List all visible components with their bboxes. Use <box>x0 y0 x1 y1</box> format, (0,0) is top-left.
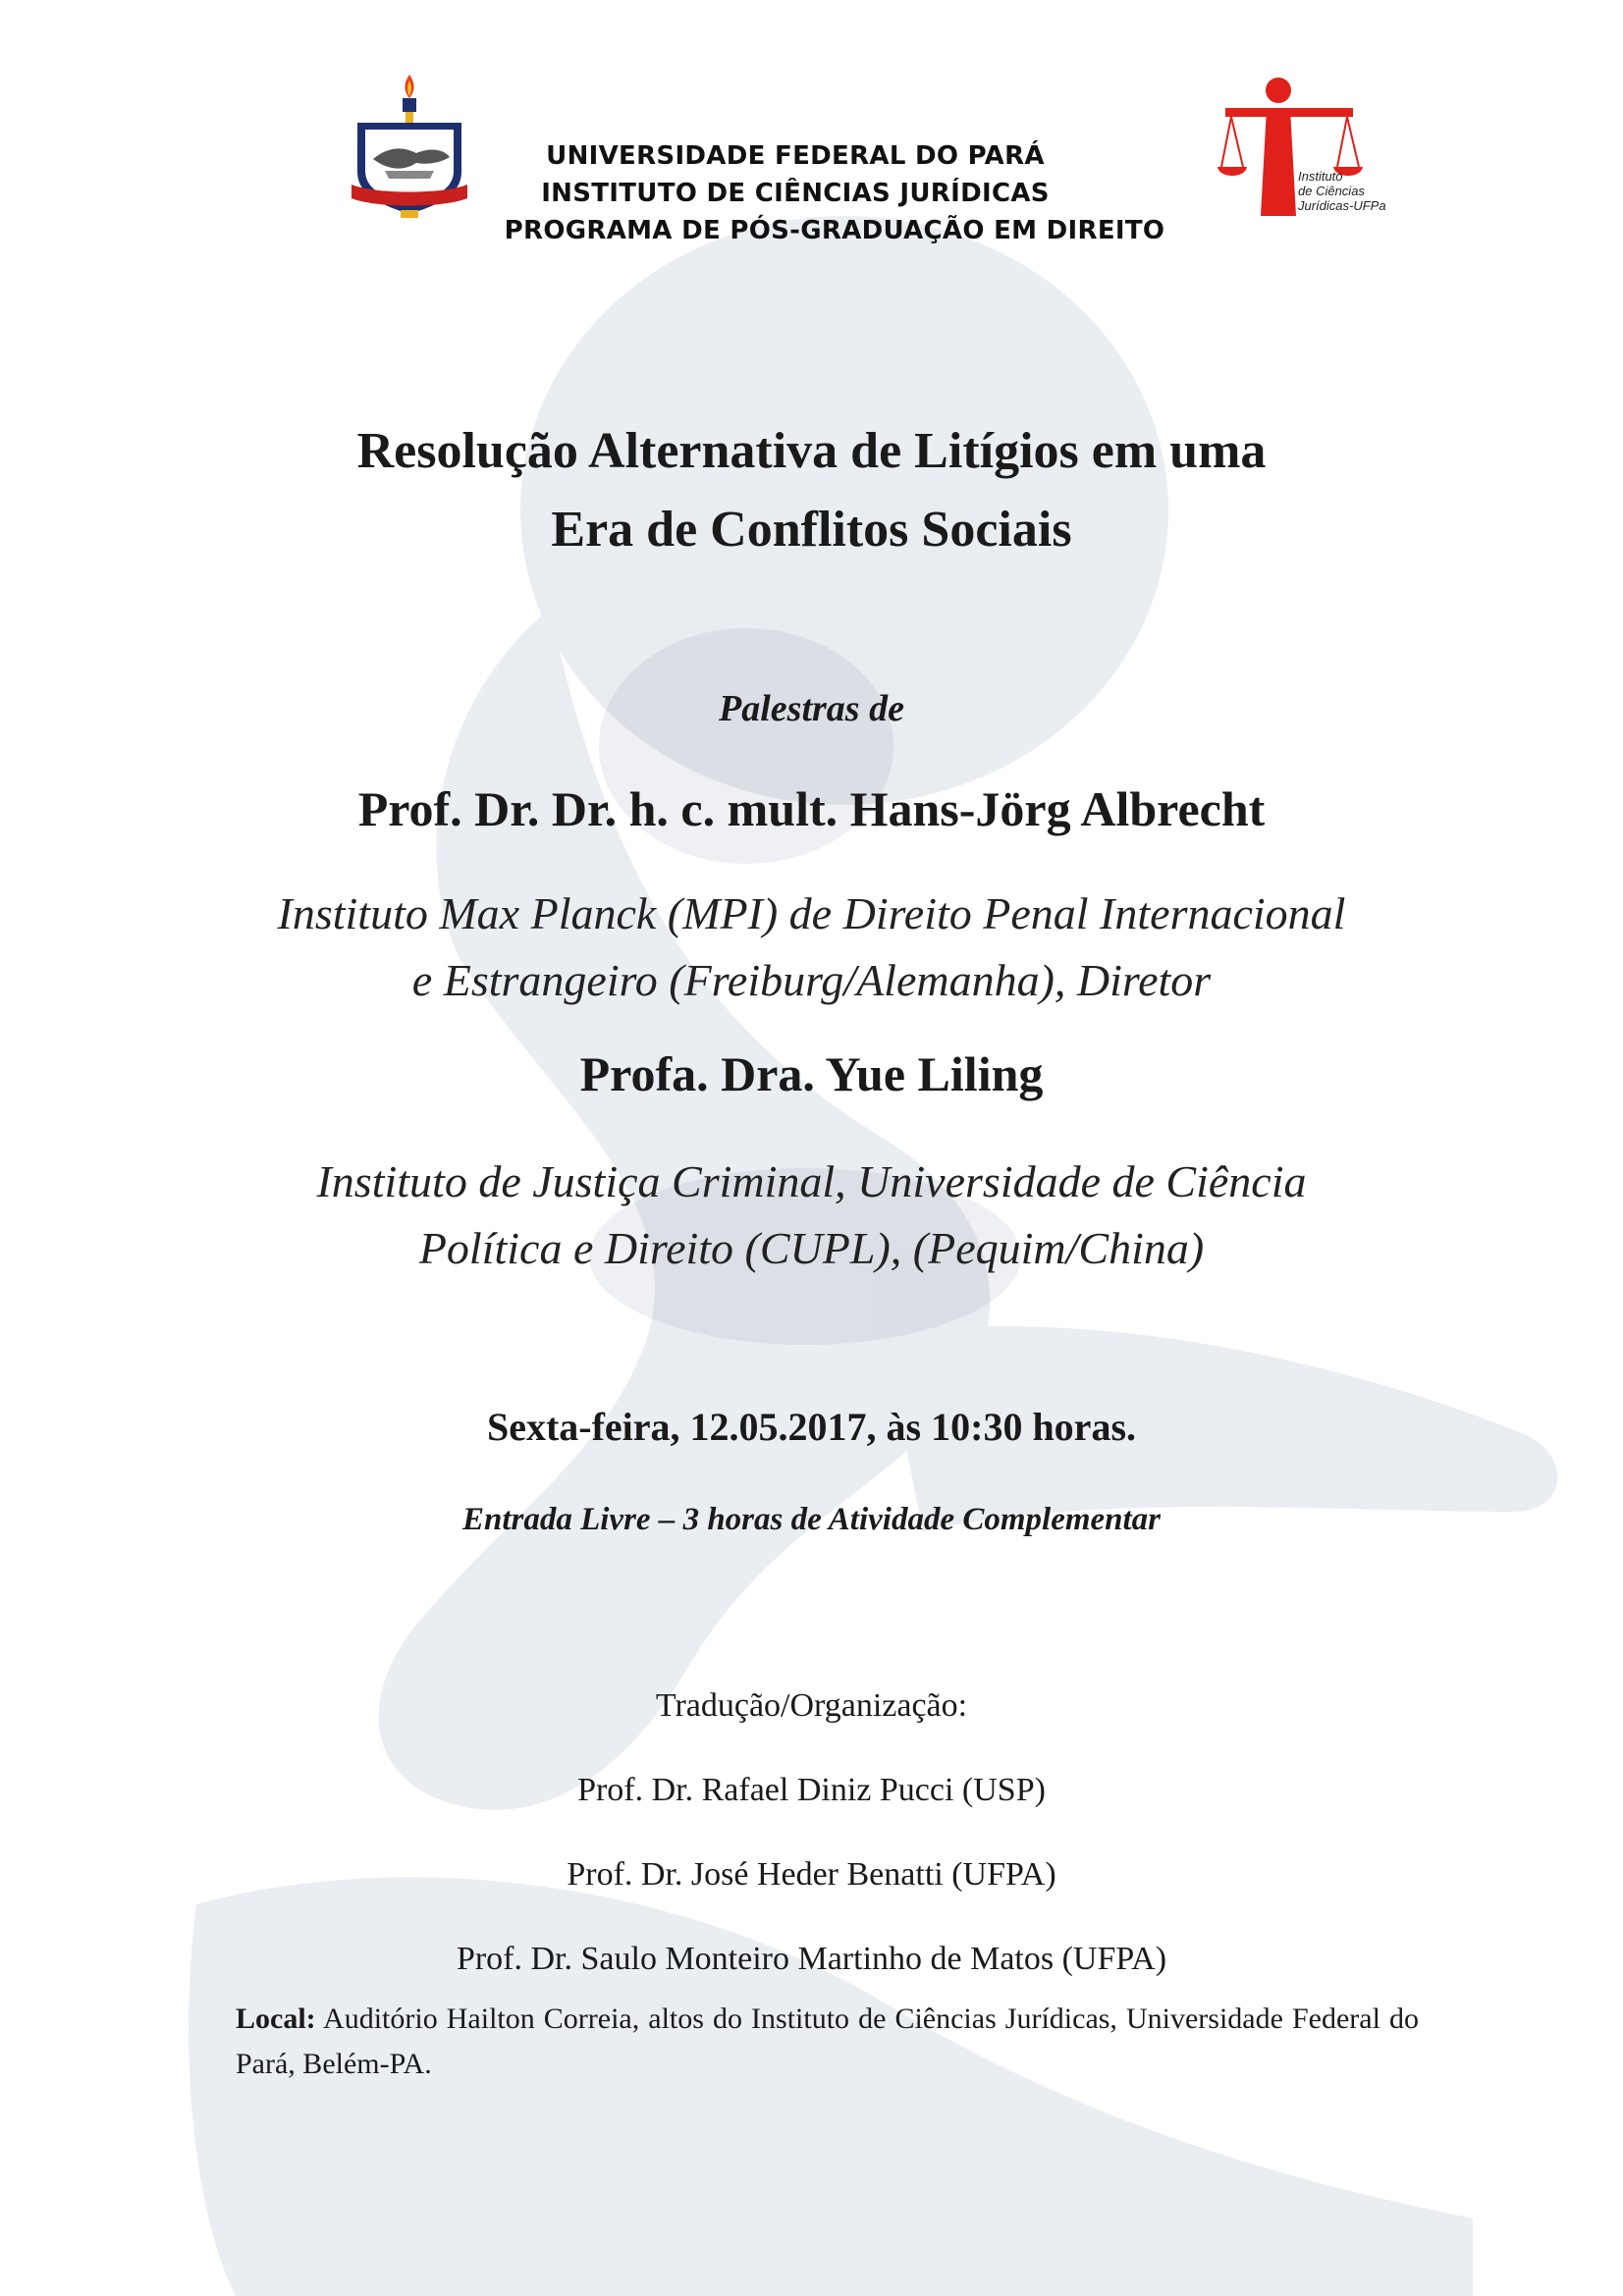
speaker-name: Profa. Dra. Yue Liling <box>579 1046 1044 1101</box>
speaker-affiliation <box>0 881 1623 1014</box>
organizers-heading: Tradução/Organização: <box>655 1687 968 1724</box>
organizer-name: Prof. Dr. Rafael Diniz Pucci (USP) <box>577 1772 1046 1808</box>
entry-info: Entrada Livre – 3 horas de Atividade Complementar <box>461 1502 1162 1537</box>
event-title-line: Era de Conflitos Sociais <box>551 502 1072 558</box>
institution-header <box>373 137 1257 249</box>
icj-logo-text-line: Jurídicas-UFPa <box>1298 198 1386 213</box>
institute-name: INSTITUTO DE CIÊNCIAS JURÍDICAS <box>541 179 1050 208</box>
university-name: UNIVERSIDADE FEDERAL DO PARÁ <box>546 141 1045 171</box>
affiliation-line: e Estrangeiro (Freiburg/Alemanha), Diretor <box>411 955 1212 1005</box>
event-title-line: Resolução Alternativa de Litígios em uma <box>356 423 1267 479</box>
location-paragraph <box>236 1997 1419 2087</box>
icj-logo-text <box>1298 169 1406 213</box>
icj-logo-text-line: de Ciências <box>1298 184 1365 198</box>
location-label: Local: <box>236 2002 316 2035</box>
affiliation-line: Política e Direito (CUPL), (Pequim/China) <box>418 1223 1205 1273</box>
organizer-name: Prof. Dr. Saulo Monteiro Martinho de Matos (UFPA) <box>456 1941 1167 1977</box>
affiliation-line: Instituto de Justiça Criminal, Universidade de Ciência <box>316 1156 1307 1206</box>
event-title <box>0 412 1623 569</box>
event-date-time: Sexta-feira, 12.05.2017, às 10:30 horas. <box>486 1405 1137 1449</box>
program-name: PROGRAMA DE PÓS-GRADUAÇÃO EM DIREITO <box>504 216 1165 245</box>
organizer-name: Prof. Dr. José Heder Benatti (UFPA) <box>567 1856 1056 1893</box>
speaker-name: Prof. Dr. Dr. h. c. mult. Hans-Jörg Albrecht <box>357 781 1266 836</box>
icj-logo-text-line: Instituto <box>1298 169 1343 184</box>
lectures-heading: Palestras de <box>719 688 904 729</box>
affiliation-line: Instituto Max Planck (MPI) de Direito Penal Internacional <box>277 888 1346 938</box>
location-text: Auditório Hailton Correia, altos do Instituto de Ciências Jurídicas, Universidade Federal do Pará, Belém-PA. <box>236 2002 1419 2080</box>
organizers-block <box>0 1664 1623 2002</box>
speaker-affiliation <box>0 1148 1623 1282</box>
